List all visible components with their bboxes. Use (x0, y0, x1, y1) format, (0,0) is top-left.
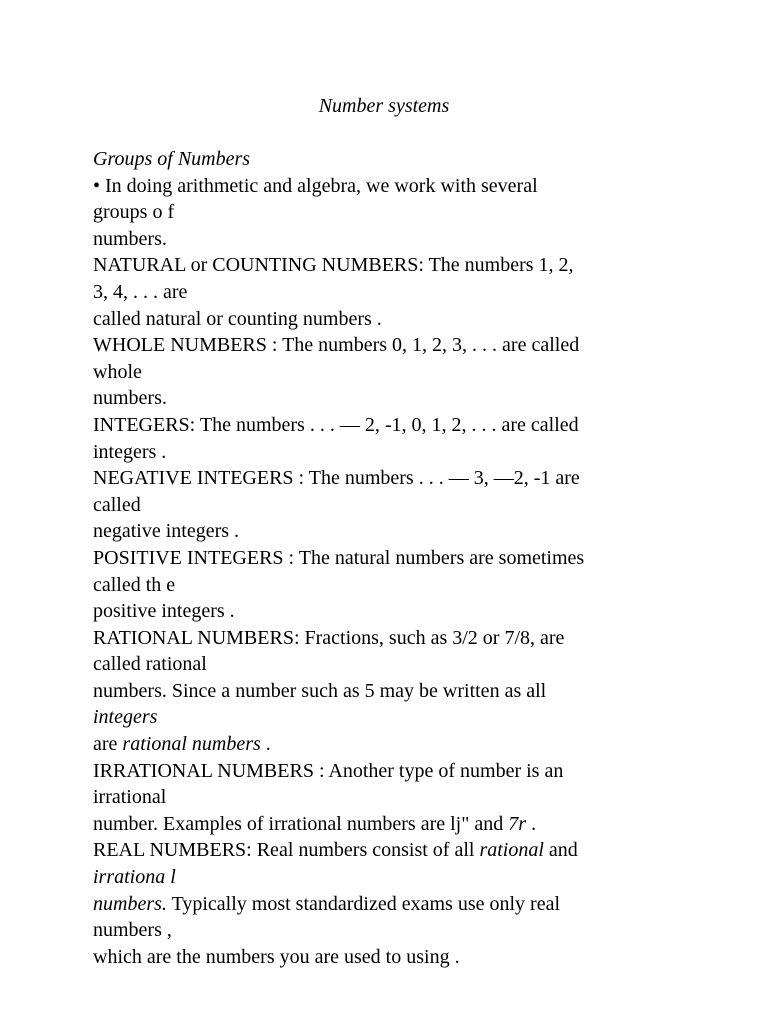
text-run: are (93, 733, 123, 756)
text-line: numbers. Since a number such as 5 may be written as all (93, 679, 547, 702)
text-line: integers . (93, 440, 167, 463)
text-line: integers (93, 706, 158, 729)
text-line: called natural or counting numbers . (93, 307, 382, 330)
text-line (93, 837, 693, 864)
page-title: Number systems (318, 95, 450, 117)
text-line: RATIONAL NUMBERS: Fractions, such as 3/2 or 7/8, are (93, 626, 565, 649)
text-line: numbers , (93, 919, 172, 942)
text-run: Typically most standardized exams use only real (166, 892, 561, 915)
text-run: and (543, 839, 578, 862)
text-line: numbers. (93, 227, 167, 250)
emphasis-text: rational numbers (122, 733, 261, 756)
text-line: which are the numbers you are used to using . (93, 945, 460, 968)
text-line: NEGATIVE INTEGERS : The numbers . . . — 3, —2, -1 are (93, 467, 580, 490)
text-line: positive integers . (93, 600, 235, 623)
text-line: irrationa l (93, 866, 176, 889)
text-line: negative integers . (93, 520, 240, 543)
text-line: numbers. (93, 387, 167, 410)
text-line: whole (93, 360, 142, 383)
text-line: INTEGERS: The numbers . . . — 2, -1, 0, 1, 2, . . . are called (93, 413, 579, 436)
text-run: . (260, 733, 271, 756)
text-line: groups o f (93, 201, 175, 224)
text-line: 3, 4, . . . are (93, 280, 188, 303)
text-line: IRRATIONAL NUMBERS : Another type of number is an (93, 759, 564, 782)
section-heading: Groups of Numbers (93, 148, 251, 170)
text-line: irrational (93, 786, 167, 809)
text-line: called th e (93, 573, 176, 596)
text-line (93, 731, 693, 758)
text-run: REAL NUMBERS: Real numbers consist of all (93, 839, 480, 862)
text-line (93, 811, 693, 838)
emphasis-text: numbers. (93, 892, 167, 915)
text-line: called rational (93, 653, 207, 676)
text-line: WHOLE NUMBERS : The numbers 0, 1, 2, 3, . . . are called (93, 334, 580, 357)
document-body (93, 146, 693, 970)
text-line: NATURAL or COUNTING NUMBERS: The numbers 1, 2, (93, 254, 574, 277)
text-line: POSITIVE INTEGERS : The natural numbers are sometimes (93, 546, 585, 569)
text-line (93, 891, 693, 918)
text-run: number. Examples of irrational numbers are lj" and (93, 812, 509, 835)
text-line: • In doing arithmetic and algebra, we work with several (93, 174, 538, 197)
text-run: . (526, 812, 537, 835)
text-line: called (93, 493, 141, 516)
emphasis-text: 7r (508, 812, 527, 835)
emphasis-text: rational (479, 839, 544, 862)
